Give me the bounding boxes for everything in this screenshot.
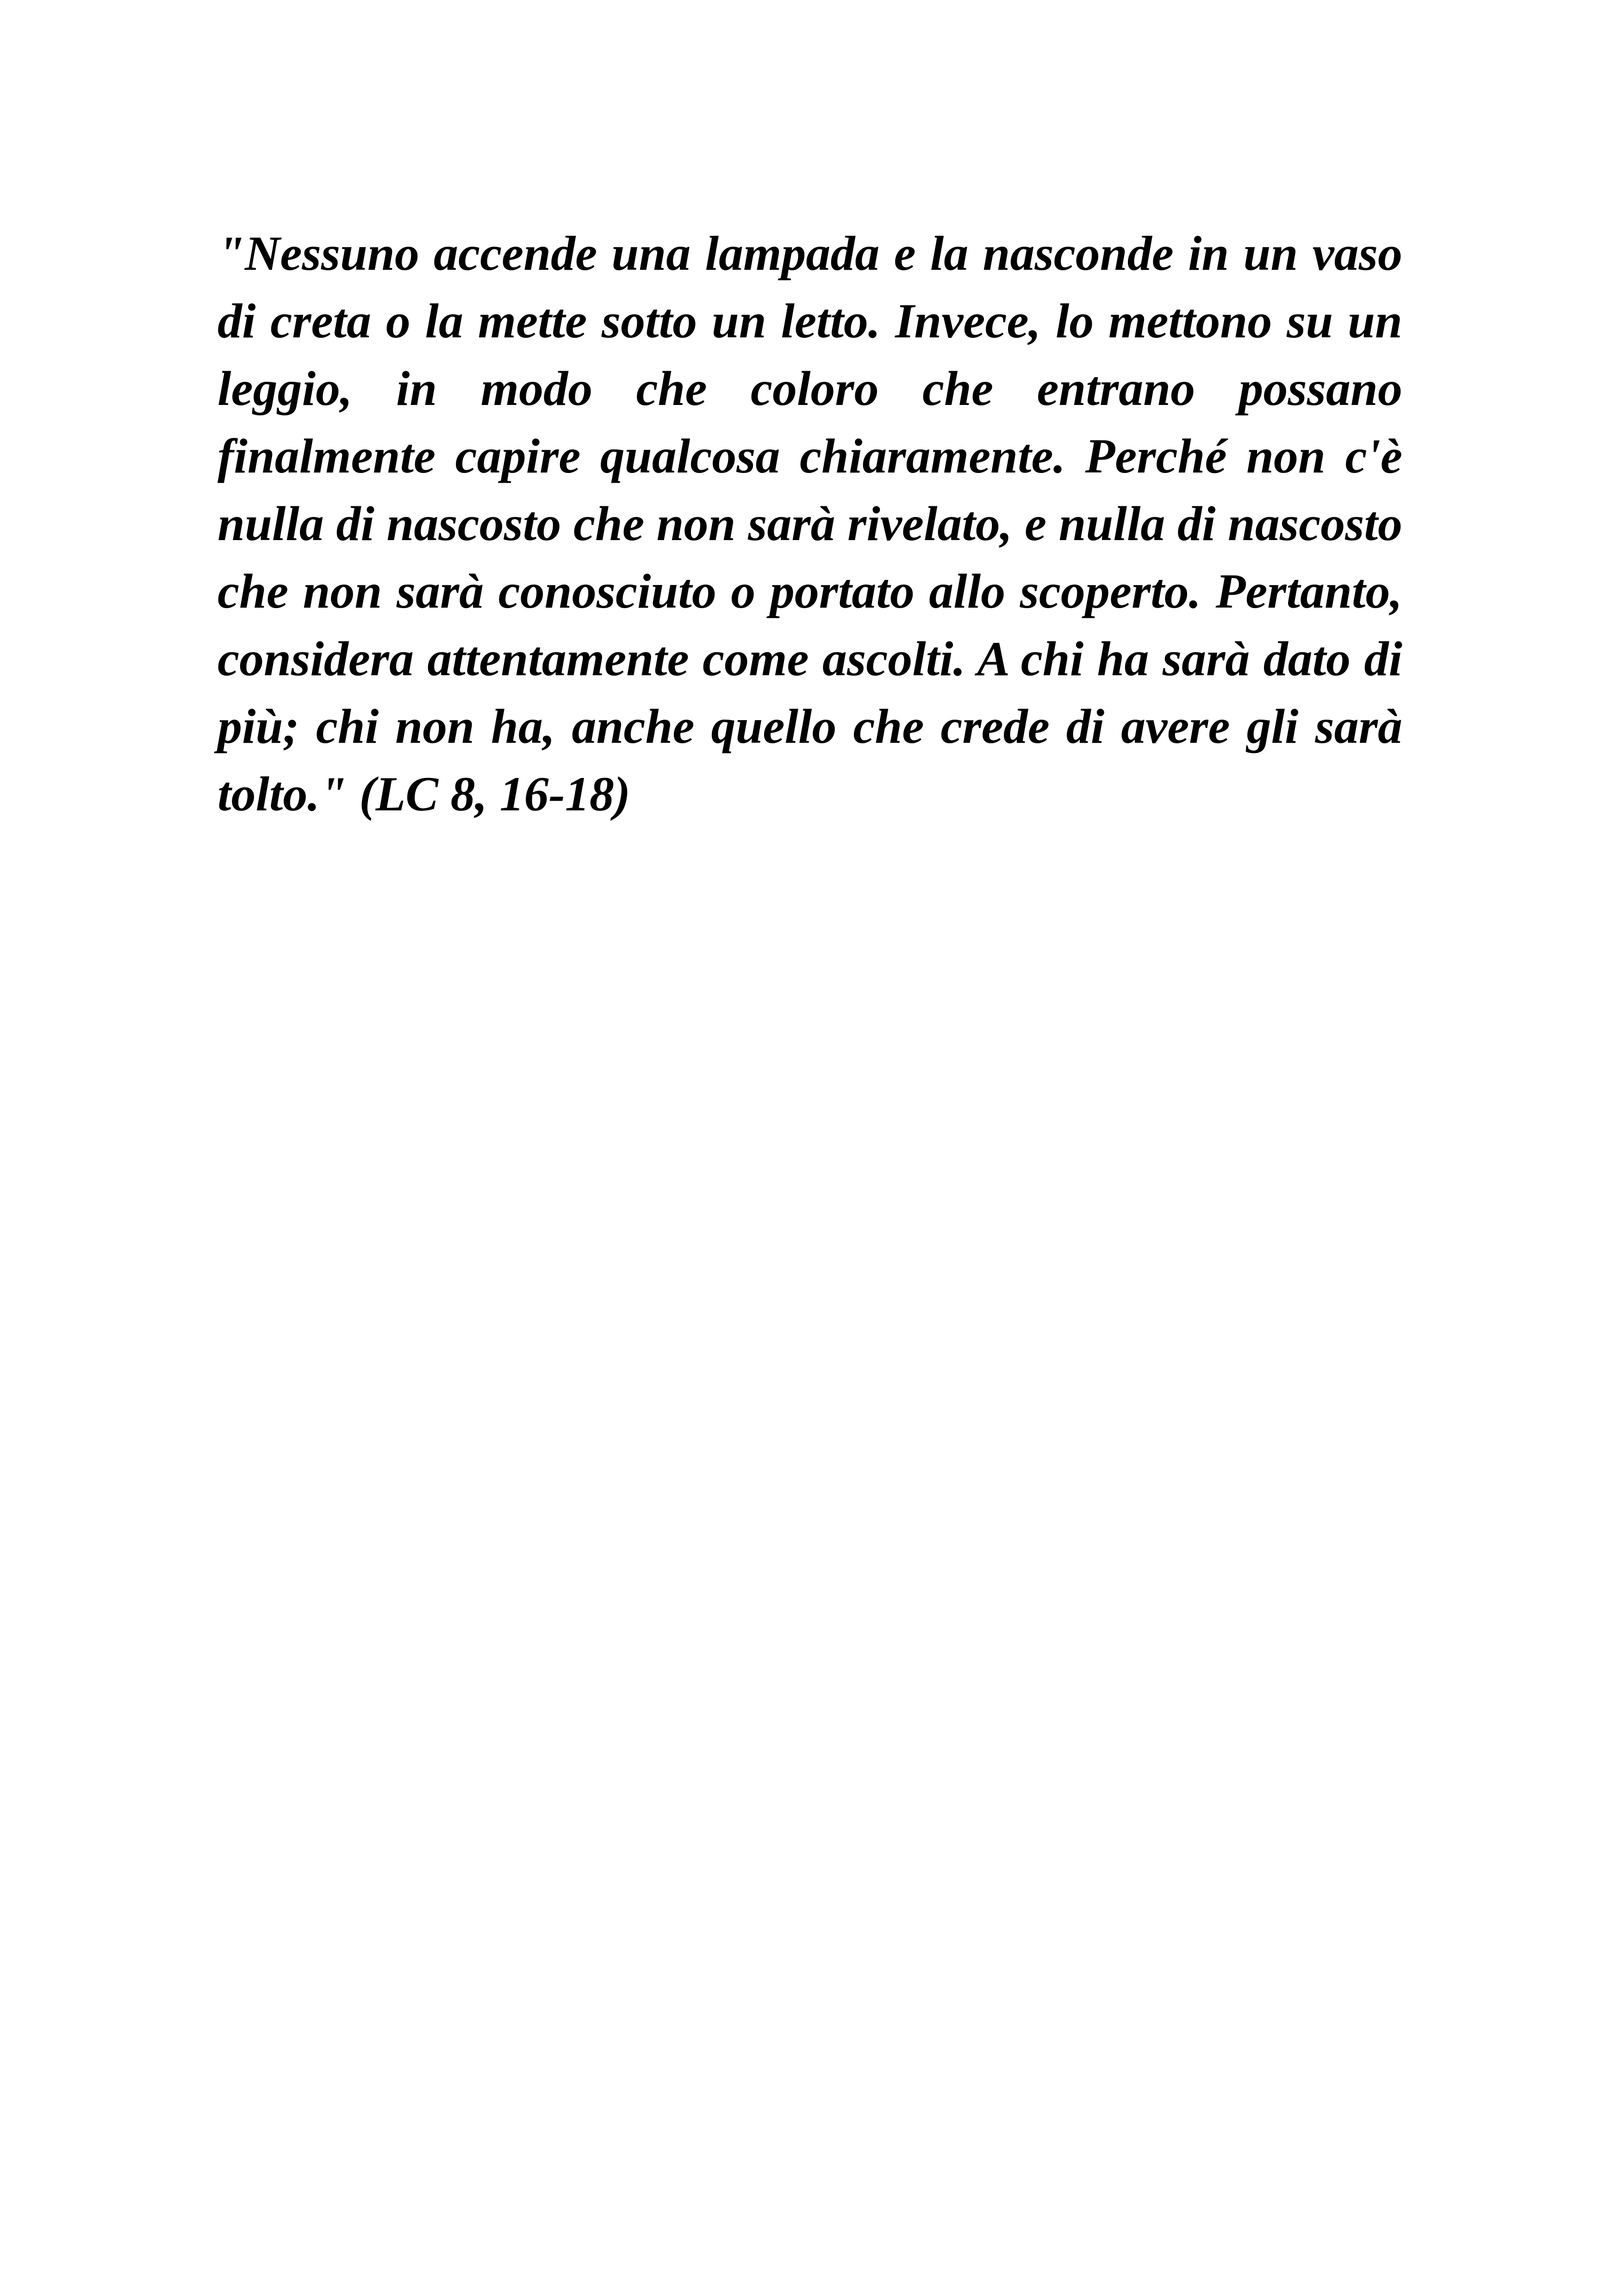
quote-paragraph: "Nessuno accende una lampada e la nasconde in un vaso di creta o la mette sotto un letto. Invece, lo mettono su un leggio, in modo che coloro che entrano possano finalmente capire qualcosa chiaramente. Perché non c'è nulla di nascosto che non sarà rivelato, e nulla di nascosto che non sarà conosciuto o portato allo scoperto. Pertanto, considera attentamente come ascolti. A chi ha sarà dato di più; chi non ha, anche quello che crede di avere gli sarà tolto." (LC 8, 16-18) (218, 226, 1402, 821)
